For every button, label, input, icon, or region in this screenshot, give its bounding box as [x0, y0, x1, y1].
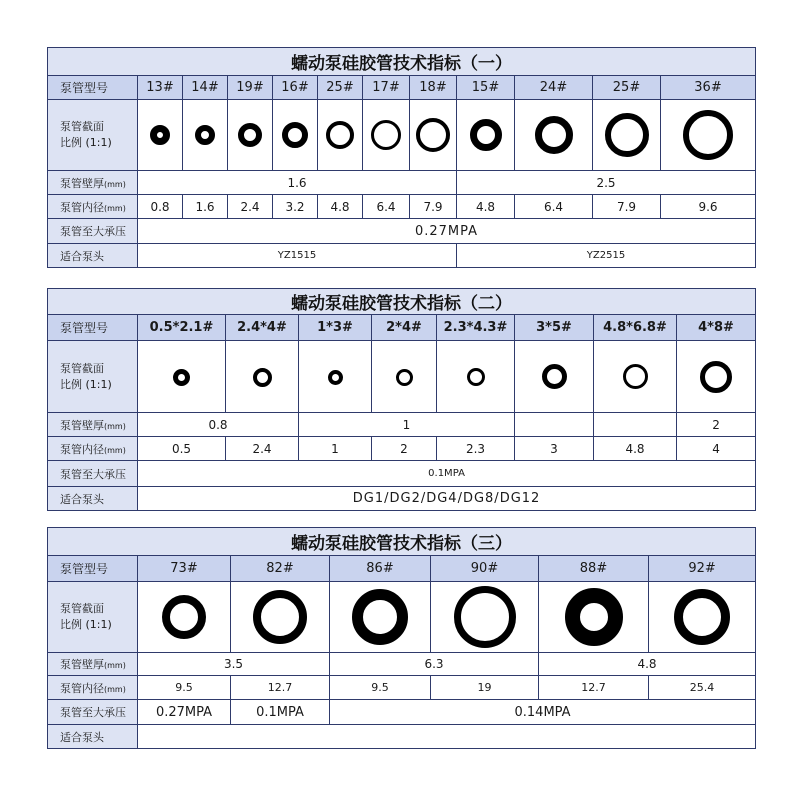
pump-head-value: DG1/DG2/DG4/DG8/DG12	[138, 487, 756, 511]
model-cell: 1*3#	[299, 315, 372, 341]
spec-table-2	[47, 288, 755, 511]
cross-section-cell	[410, 100, 457, 171]
section-label-line1: 泵管截面	[60, 120, 104, 133]
model-cell: 3*5#	[515, 315, 594, 341]
tube-cross-section	[565, 588, 623, 646]
wall-thickness-value: 3.5	[138, 653, 330, 676]
model-cell: 19#	[228, 76, 273, 100]
inner-diameter-value: 1	[299, 437, 372, 461]
inner-diameter-value: 0.8	[138, 195, 183, 219]
cross-section-cell	[372, 341, 437, 413]
inner-diameter-value: 7.9	[593, 195, 661, 219]
cross-section-cell	[183, 100, 228, 171]
tube-cross-section	[674, 589, 730, 645]
row-label-model: 泵管型号	[48, 556, 138, 582]
row-label-section	[48, 341, 138, 413]
row-label-inner: 泵管内径(mm)	[48, 437, 138, 461]
tube-cross-section	[195, 125, 215, 145]
model-cell: 90#	[431, 556, 539, 582]
cross-section-cell	[299, 341, 372, 413]
inner-diameter-value: 9.5	[330, 676, 431, 700]
row-label-section	[48, 100, 138, 171]
model-cell: 2.3*4.3#	[437, 315, 515, 341]
tube-cross-section	[470, 119, 502, 151]
wall-thickness-empty	[515, 413, 594, 437]
inner-diameter-value: 2.4	[226, 437, 299, 461]
tube-cross-section	[173, 369, 190, 386]
row-label-section	[48, 582, 138, 653]
inner-diameter-value: 9.5	[138, 676, 231, 700]
max-pressure-value: 0.1MPA	[231, 700, 330, 725]
wall-thickness-value: 1	[299, 413, 515, 437]
cross-section-cell	[228, 100, 273, 171]
row-label-pump-head: 适合泵头	[48, 244, 138, 268]
model-cell: 82#	[231, 556, 330, 582]
cross-section-cell	[138, 582, 231, 653]
inner-diameter-value: 3	[515, 437, 594, 461]
cross-section-cell	[515, 100, 593, 171]
inner-diameter-value: 4.8	[318, 195, 363, 219]
wall-thickness-value: 4.8	[539, 653, 756, 676]
wall-thickness-value: 0.8	[138, 413, 299, 437]
row-label-wall: 泵管壁厚(mm)	[48, 171, 138, 195]
tube-cross-section	[416, 118, 450, 152]
model-cell: 15#	[457, 76, 515, 100]
model-cell: 25#	[318, 76, 363, 100]
section-label-line2: 比例 (1:1)	[60, 136, 112, 149]
inner-diameter-value: 9.6	[661, 195, 756, 219]
model-cell: 92#	[649, 556, 756, 582]
max-pressure-value: 0.1MPA	[138, 461, 756, 487]
tube-cross-section	[162, 595, 206, 639]
spec-table-1	[47, 47, 755, 268]
model-cell: 4*8#	[677, 315, 756, 341]
inner-diameter-value: 0.5	[138, 437, 226, 461]
inner-diameter-value: 4.8	[594, 437, 677, 461]
inner-diameter-value: 7.9	[410, 195, 457, 219]
tube-cross-section	[535, 116, 573, 154]
spec-table-3	[47, 527, 755, 749]
wall-thickness-value: 6.3	[330, 653, 539, 676]
model-cell: 2*4#	[372, 315, 437, 341]
inner-diameter-value: 1.6	[183, 195, 228, 219]
inner-diameter-value: 19	[431, 676, 539, 700]
model-cell: 17#	[363, 76, 410, 100]
inner-diameter-value: 3.2	[273, 195, 318, 219]
pump-head-empty	[138, 725, 756, 749]
inner-diameter-value: 12.7	[231, 676, 330, 700]
table-title: 蠕动泵硅胶管技术指标（三）	[48, 528, 756, 556]
model-cell: 4.8*6.8#	[594, 315, 677, 341]
model-cell: 14#	[183, 76, 228, 100]
inner-diameter-value: 12.7	[539, 676, 649, 700]
row-label-wall: 泵管壁厚(mm)	[48, 413, 138, 437]
tube-cross-section	[150, 125, 170, 145]
cross-section-cell	[594, 341, 677, 413]
cross-section-cell	[539, 582, 649, 653]
row-label-inner: 泵管内径(mm)	[48, 676, 138, 700]
model-cell: 88#	[539, 556, 649, 582]
model-cell: 86#	[330, 556, 431, 582]
table-title: 蠕动泵硅胶管技术指标（二）	[48, 289, 756, 315]
tube-cross-section	[605, 113, 649, 157]
inner-diameter-value: 6.4	[515, 195, 593, 219]
cross-section-cell	[231, 582, 330, 653]
row-label-pressure: 泵管至大承压	[48, 461, 138, 487]
model-cell: 24#	[515, 76, 593, 100]
tube-cross-section	[352, 589, 408, 645]
cross-section-cell	[363, 100, 410, 171]
cross-section-cell	[437, 341, 515, 413]
tube-cross-section	[467, 368, 485, 386]
tube-cross-section	[396, 369, 413, 386]
cross-section-cell	[138, 341, 226, 413]
row-label-pump-head: 适合泵头	[48, 725, 138, 749]
cross-section-cell	[138, 100, 183, 171]
model-cell: 18#	[410, 76, 457, 100]
max-pressure-value: 0.27MPA	[138, 700, 231, 725]
model-cell: 2.4*4#	[226, 315, 299, 341]
cross-section-cell	[515, 341, 594, 413]
inner-diameter-value: 6.4	[363, 195, 410, 219]
pump-head-value: YZ2515	[457, 244, 756, 268]
tube-cross-section	[623, 364, 648, 389]
wall-thickness-value: 1.6	[138, 171, 457, 195]
section-label-line2: 比例 (1:1)	[60, 618, 112, 631]
model-cell: 0.5*2.1#	[138, 315, 226, 341]
model-cell: 73#	[138, 556, 231, 582]
row-label-model: 泵管型号	[48, 315, 138, 341]
tube-cross-section	[326, 121, 354, 149]
cross-section-cell	[661, 100, 756, 171]
max-pressure-value: 0.27MPA	[138, 219, 756, 244]
tube-cross-section	[542, 364, 567, 389]
cross-section-cell	[593, 100, 661, 171]
row-label-model: 泵管型号	[48, 76, 138, 100]
cross-section-cell	[457, 100, 515, 171]
inner-diameter-value: 2.4	[228, 195, 273, 219]
tube-cross-section	[683, 110, 733, 160]
cross-section-cell	[318, 100, 363, 171]
wall-thickness-empty	[594, 413, 677, 437]
cross-section-cell	[330, 582, 431, 653]
inner-diameter-value: 2.3	[437, 437, 515, 461]
cross-section-cell	[431, 582, 539, 653]
model-cell: 13#	[138, 76, 183, 100]
tube-cross-section	[328, 370, 343, 385]
wall-thickness-value: 2.5	[457, 171, 756, 195]
row-label-pressure: 泵管至大承压	[48, 219, 138, 244]
tube-cross-section	[371, 120, 401, 150]
section-label-line1: 泵管截面	[60, 361, 104, 375]
tube-cross-section	[253, 590, 307, 644]
model-cell: 25#	[593, 76, 661, 100]
model-cell: 36#	[661, 76, 756, 100]
tube-cross-section	[238, 123, 262, 147]
cross-section-cell	[649, 582, 756, 653]
row-label-pump-head: 适合泵头	[48, 487, 138, 511]
max-pressure-value: 0.14MPA	[330, 700, 756, 725]
tube-cross-section	[253, 368, 272, 387]
row-label-wall: 泵管壁厚(mm)	[48, 653, 138, 676]
table-title: 蠕动泵硅胶管技术指标（一）	[48, 48, 756, 76]
model-cell: 16#	[273, 76, 318, 100]
cross-section-cell	[273, 100, 318, 171]
inner-diameter-value: 2	[372, 437, 437, 461]
cross-section-cell	[677, 341, 756, 413]
wall-thickness-value: 2	[677, 413, 756, 437]
row-label-pressure: 泵管至大承压	[48, 700, 138, 725]
section-label-line2: 比例 (1:1)	[60, 377, 112, 391]
tube-cross-section	[282, 122, 308, 148]
tube-cross-section	[454, 586, 516, 648]
tube-cross-section	[700, 361, 732, 393]
inner-diameter-value: 4	[677, 437, 756, 461]
pump-head-value: YZ1515	[138, 244, 457, 268]
section-label-line1: 泵管截面	[60, 602, 104, 615]
inner-diameter-value: 4.8	[457, 195, 515, 219]
row-label-inner: 泵管内径(mm)	[48, 195, 138, 219]
cross-section-cell	[226, 341, 299, 413]
inner-diameter-value: 25.4	[649, 676, 756, 700]
